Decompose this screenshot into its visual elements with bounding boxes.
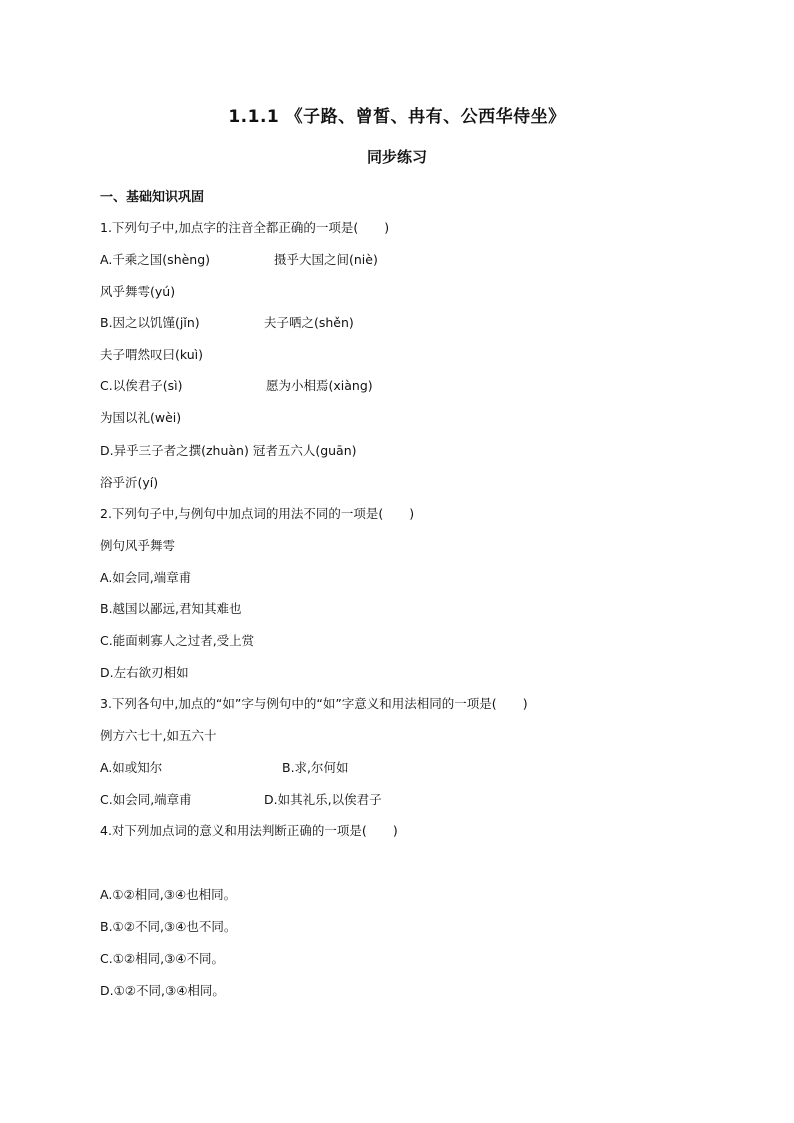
q3-option-c: C.如会同,端章甫 — [100, 792, 192, 807]
question-1-text: 1.下列句子中,加点字的注音全都正确的一项是( — [100, 220, 359, 235]
q3-example: 例方六七十,如五六十 — [100, 728, 217, 743]
question-2-stem — [100, 506, 414, 522]
section-heading: 一、基础知识巩固 — [100, 190, 205, 205]
q1-option-c-2: 愿为小相焉(xiàng) — [266, 378, 373, 393]
q1-option-d-2: 浴乎沂(yí) — [100, 475, 159, 490]
q1-option-d-1: D.异乎三子者之撰(zhuàn) 冠者五六人(guān) — [100, 443, 357, 458]
q1-option-a-3: 风乎舞雩(yú) — [100, 284, 176, 299]
q1-option-c-3: 为国以礼(wèi) — [100, 410, 182, 425]
q3-option-d: D.如其礼乐,以俟君子 — [264, 792, 382, 807]
q1-option-b-3: 夫子喟然叹曰(kuì) — [100, 347, 204, 362]
question-4-close: ) — [392, 823, 398, 838]
question-3-stem — [100, 696, 528, 712]
document-title: 1.1.1 《子路、曾皙、冉有、公西华侍坐》 — [228, 107, 566, 127]
question-4-stem — [100, 823, 398, 839]
q4-option-d: D.①②不同,③④相同。 — [100, 983, 225, 998]
q1-option-a-1: A.千乘之国(shèng) — [100, 252, 211, 267]
q4-option-a: A.①②相同,③④也相同。 — [100, 887, 237, 902]
question-3-text: 3.下列各句中,加点的“如”字与例句中的“如”字意义和用法相同的一项是( — [100, 696, 497, 711]
q1-option-b-2: 夫子哂之(shěn) — [264, 315, 354, 330]
question-4-text: 4.对下列加点词的意义和用法判断正确的一项是( — [100, 823, 367, 838]
question-1-stem — [100, 220, 389, 236]
q1-option-b-1: B.因之以饥馑(jǐn) — [100, 315, 200, 330]
question-3-close: ) — [522, 696, 528, 711]
q3-option-a: A.如或知尔 — [100, 760, 163, 775]
q2-option-a: A.如会同,端章甫 — [100, 570, 192, 585]
q3-option-b: B.求,尔何如 — [282, 760, 349, 775]
q4-option-b: B.①②不同,③④也不同。 — [100, 919, 237, 934]
question-1-close: ) — [384, 220, 390, 235]
q2-example: 例句风乎舞雩 — [100, 538, 176, 553]
q1-option-c-1: C.以俟君子(sì) — [100, 378, 183, 393]
question-2-close: ) — [409, 506, 415, 521]
question-2-text: 2.下列句子中,与例句中加点词的用法不同的一项是( — [100, 506, 384, 521]
document-subtitle: 同步练习 — [366, 148, 427, 166]
q2-option-d: D.左右欲刃相如 — [100, 665, 189, 680]
q2-option-c: C.能面刺寡人之过者,受上赏 — [100, 633, 255, 648]
q4-option-c: C.①②相同,③④不同。 — [100, 951, 224, 966]
q2-option-b: B.越国以鄙远,君知其难也 — [100, 601, 242, 616]
q1-option-a-2: 摄乎大国之间(niè) — [274, 252, 378, 267]
